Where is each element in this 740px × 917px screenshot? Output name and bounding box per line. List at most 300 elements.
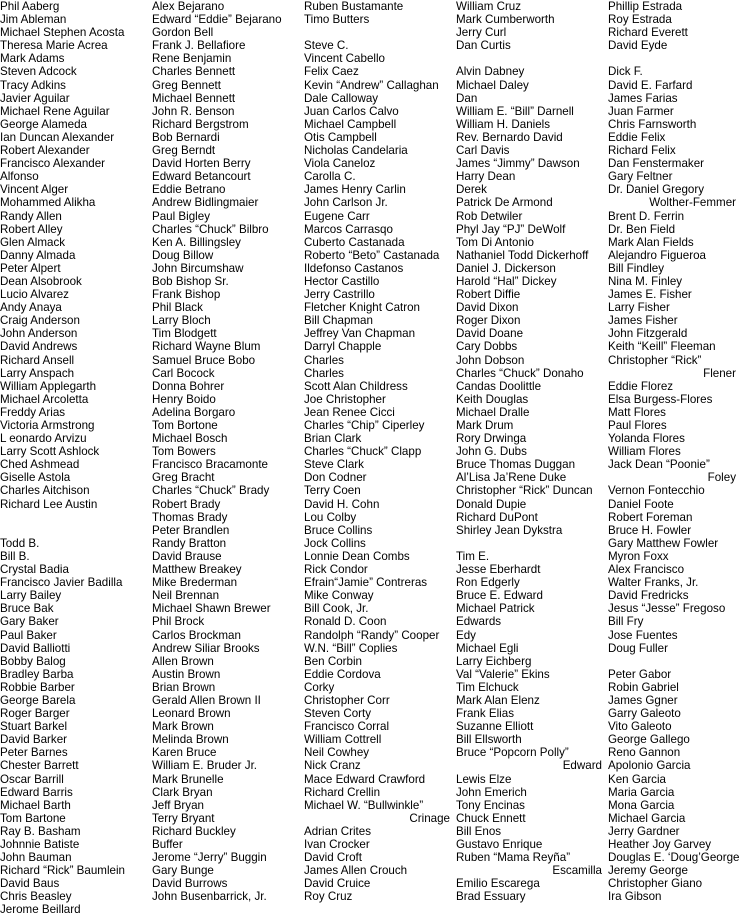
- name-entry: Crystal Badia: [0, 563, 69, 577]
- name-entry: Gary Bunge: [152, 864, 214, 878]
- name-entry: Michael Garcia: [608, 811, 686, 825]
- name-entry: Phil Black: [152, 301, 203, 315]
- name-entry: Carlos Brockman: [152, 628, 241, 642]
- name-entry: David Burrows: [152, 877, 228, 891]
- name-entry: Escamilla: [552, 864, 602, 878]
- name-entry: Randolph “Randy” Cooper: [304, 628, 440, 642]
- name-entry: Randy Bratton: [152, 536, 227, 550]
- name-entry: Michael Barth: [0, 798, 71, 812]
- name-entry: Brian Brown: [152, 680, 216, 694]
- name-entry: Steven Corty: [304, 707, 372, 721]
- name-entry: Lonnie Dean Combs: [304, 549, 410, 563]
- name-entry: Efrain“Jamie” Contreras: [304, 576, 428, 590]
- name-entry: Larry Bailey: [0, 589, 62, 603]
- name-entry: Mark Cumberworth: [456, 13, 555, 27]
- name-entry: James E. Fisher: [608, 288, 692, 302]
- name-entry: Stuart Barkel: [0, 720, 68, 734]
- name-entry: Donald Dupie: [456, 497, 527, 511]
- name-entry: Samuel Bruce Bobo: [152, 353, 256, 367]
- name-entry: Cary Dobbs: [456, 340, 518, 354]
- name-entry: Otis Campbell: [304, 130, 377, 144]
- name-entry: Dr. Ben Field: [608, 222, 676, 236]
- name-entry: Flener: [703, 366, 736, 380]
- name-entry: Mohammed Alikha: [0, 196, 96, 210]
- name-entry: Jesus “Jesse” Fregoso: [608, 602, 726, 616]
- name-entry: Wolther-Femmer: [649, 196, 736, 210]
- name-entry: Charles: [304, 353, 344, 367]
- name-entry: John Fitzgerald: [608, 327, 688, 341]
- name-entry: Paul Flores: [608, 419, 667, 432]
- name-entry: Roger Dixon: [456, 314, 521, 328]
- name-entry: Bill Fry: [608, 615, 644, 629]
- name-entry: Leonard Brown: [152, 707, 231, 721]
- name-entry: Andy Anaya: [0, 301, 62, 315]
- name-entry: Tim E.: [456, 549, 490, 563]
- name-entry: Don Codner: [304, 471, 367, 485]
- name-entry: Terry Coen: [304, 484, 361, 498]
- name-entry: William E. Bruder Jr.: [152, 759, 258, 773]
- name-entry: Richard Buckley: [152, 824, 236, 838]
- name-entry: Corky: [304, 680, 335, 694]
- name-column-3: [304, 0, 454, 903]
- name-entry: Nick Cranz: [304, 759, 361, 773]
- name-entry: Jeremy George: [608, 864, 688, 878]
- name-entry: Gary Matthew Fowler: [608, 536, 719, 550]
- name-entry: Ronald D. Coon: [304, 615, 387, 629]
- name-entry: Kevin “Andrew” Callaghan: [304, 78, 439, 92]
- name-entry: Michael Shawn Brewer: [152, 602, 271, 616]
- name-entry: William Flores: [608, 445, 681, 459]
- name-entry: Dick F.: [608, 65, 643, 79]
- name-entry: Harry Dean: [456, 170, 516, 184]
- name-entry: David Eyde: [608, 39, 668, 53]
- name-entry: Greg Berndt: [152, 144, 216, 158]
- name-entry: Jerome “Jerry” Buggin: [152, 851, 267, 865]
- name-entry: Andrew Bidlingmaier: [152, 196, 259, 210]
- name-entry: Francisco Corral: [304, 720, 390, 734]
- name-entry: Dan Curtis: [456, 39, 511, 53]
- name-entry: Paul Bigley: [152, 209, 211, 223]
- name-entry: Matt Flores: [608, 405, 666, 419]
- name-entry: Frank J. Bellafiore: [152, 39, 246, 53]
- name-entry: Vincent Cabello: [304, 52, 385, 66]
- name-entry: Danny Almada: [0, 248, 76, 262]
- name-entry: Scott Alan Childress: [304, 379, 408, 393]
- name-entry: Javier Aguilar: [0, 91, 70, 105]
- name-entry: Rick Condor: [304, 563, 368, 577]
- name-entry: Nathaniel Todd Dickerhoff: [456, 248, 589, 262]
- name-entry: Lucio Alvarez: [0, 288, 69, 302]
- name-entry: David Fredricks: [608, 589, 689, 603]
- name-entry: Chester Barrett: [0, 759, 79, 773]
- name-entry: Richard Felix: [608, 144, 676, 158]
- name-entry: Frank Elias: [456, 707, 514, 721]
- name-entry: Melinda Brown: [152, 733, 229, 747]
- name-entry: Edward: [562, 759, 602, 773]
- name-entry: Hector Castillo: [304, 274, 380, 288]
- name-entry: Francisco Alexander: [0, 157, 106, 171]
- name-entry: David Croft: [304, 851, 362, 865]
- name-entry: Mark Alan Fields: [608, 235, 694, 249]
- name-entry: Michael Rene Aguilar: [0, 104, 110, 118]
- name-entry: Peter Brandlen: [152, 523, 230, 537]
- name-entry: Roger Barger: [0, 707, 70, 721]
- name-entry: Myron Foxx: [608, 549, 669, 563]
- name-entry: Alex Francisco: [608, 563, 685, 577]
- name-entry: Lewis Elze: [456, 772, 512, 786]
- name-entry: Phillip Estrada: [608, 0, 683, 13]
- name-entry: Peter Gabor: [608, 667, 672, 681]
- name-entry: W.N. “Bill” Coplies: [304, 641, 398, 655]
- name-entry: Suzanne Elliott: [456, 720, 534, 734]
- name-entry: Carl Davis: [456, 144, 510, 158]
- name-entry: Robert Alley: [0, 222, 63, 236]
- name-entry: Bobby Balog: [0, 654, 66, 668]
- name-entry: Mark Brunelle: [152, 772, 224, 786]
- name-entry: Robin Gabriel: [608, 680, 679, 694]
- name-entry: William H. Daniels: [456, 117, 551, 131]
- name-entry: David H. Cohn: [304, 497, 380, 511]
- name-entry: Eugene Carr: [304, 209, 370, 223]
- name-entry: Robert Alexander: [0, 144, 90, 158]
- name-entry: Jerry Gardner: [608, 824, 680, 838]
- name-entry: Mark Drum: [456, 419, 514, 432]
- name-entry: Emilio Escarega: [456, 877, 540, 891]
- name-entry: Greg Bennett: [152, 78, 221, 92]
- name-entry: Richard Bergstrom: [152, 117, 249, 131]
- name-entry: Victoria Armstrong: [0, 419, 95, 432]
- name-entry: James Allen Crouch: [304, 864, 408, 878]
- name-entry: Heather Joy Garvey: [608, 838, 712, 851]
- name-entry: Joe Christopher: [304, 392, 386, 406]
- name-entry: Nina M. Finley: [608, 274, 683, 288]
- name-entry: Edward “Eddie” Bejarano: [152, 13, 282, 27]
- name-entry: Terry Bryant: [152, 811, 215, 825]
- name-entry: Daniel J. Dickerson: [456, 261, 556, 275]
- name-entry: Richard DuPont: [456, 510, 538, 524]
- name-entry: Eddie Florez: [608, 379, 674, 393]
- name-entry: Brad Essuary: [456, 890, 526, 904]
- name-entry: Lou Colby: [304, 510, 357, 524]
- name-entry: Mona Garcia: [608, 798, 675, 812]
- name-entry: Richard Wayne Blum: [152, 340, 261, 354]
- name-entry: Michael Stephen Acosta: [0, 26, 125, 40]
- name-entry: Charles “Chuck” Donaho: [456, 366, 584, 380]
- name-entry: Alvin Dabney: [456, 65, 525, 79]
- name-entry: Larry Eichberg: [456, 654, 532, 668]
- name-entry: Charles “Chip” Ciperley: [304, 419, 425, 432]
- name-entry: Vito Galeoto: [608, 720, 672, 734]
- name-entry: Keith “Keill” Fleeman: [608, 340, 716, 354]
- name-entry: James Henry Carlin: [304, 183, 406, 197]
- name-entry: Apolonio Garcia: [608, 759, 691, 773]
- name-entry: Ken A. Billingsley: [152, 235, 241, 249]
- name-entry: Christopher Giano: [608, 877, 703, 891]
- name-entry: Derek: [456, 183, 487, 197]
- name-entry: Bob Bernardi: [152, 130, 220, 144]
- blank-line: [608, 655, 740, 668]
- name-entry: Randy Allen: [0, 209, 62, 223]
- name-entry: Gustavo Enrique: [456, 838, 543, 851]
- name-entry: Roberto “Beto” Castanada: [304, 248, 440, 262]
- name-entry: Giselle Astola: [0, 471, 71, 485]
- name-entry: Edwards: [456, 615, 502, 629]
- name-entry: Matthew Breakey: [152, 563, 242, 577]
- name-entry: John G. Dubs: [456, 445, 527, 459]
- name-entry: Michael Patrick: [456, 602, 535, 616]
- name-entry: Jesse Eberhardt: [456, 563, 541, 577]
- name-entry: Charles “Chuck” Brady: [152, 484, 270, 498]
- name-entry: Todd B.: [0, 536, 40, 550]
- name-entry: James Ggner: [608, 693, 678, 707]
- name-entry: Charles Bennett: [152, 65, 236, 79]
- name-entry: Jerry Castrillo: [304, 288, 375, 302]
- name-entry: Michael W. “Bullwinkle”: [304, 798, 424, 812]
- name-entry: Jerry Curl: [456, 26, 507, 40]
- name-entry: Charles: [304, 366, 344, 380]
- name-entry: Dean Alsobrook: [0, 274, 82, 288]
- name-entry: Christopher Corr: [304, 693, 390, 707]
- name-entry: Viola Caneloz: [304, 157, 376, 171]
- name-entry: Karen Bruce: [152, 746, 217, 760]
- name-entry: Mark Brown: [152, 720, 214, 734]
- name-entry: Foley: [707, 471, 736, 485]
- name-entry: Vincent Alger: [0, 183, 69, 197]
- name-entry: Donna Bohrer: [152, 379, 225, 393]
- name-entry: Jim Ableman: [0, 13, 67, 27]
- name-entry: Nicholas Candelaria: [304, 144, 408, 158]
- name-entry: Peter Alpert: [0, 261, 61, 275]
- name-entry: Bradley Barba: [0, 667, 74, 681]
- name-entry: Chris Beasley: [0, 890, 72, 904]
- name-entry: Garry Galeoto: [608, 707, 681, 721]
- name-entry: Ian Duncan Alexander: [0, 130, 115, 144]
- name-entry: Mace Edward Crawford: [304, 772, 426, 786]
- name-entry: Doug Billow: [152, 248, 214, 262]
- name-entry: Jeffrey Van Chapman: [304, 327, 416, 341]
- name-entry: Juan Carlos Calvo: [304, 104, 399, 118]
- blank-line: [304, 26, 454, 39]
- name-entry: Peter Barnes: [0, 746, 68, 760]
- name-entry: William Cruz: [456, 0, 522, 13]
- name-entry: Val “Valerie” Ekins: [456, 667, 550, 681]
- name-entry: David Balliotti: [0, 641, 71, 655]
- name-entry: David Brause: [152, 549, 222, 563]
- name-entry: Andrew Siliar Brooks: [152, 641, 260, 655]
- name-entry: Rev. Bernardo David: [456, 130, 563, 144]
- name-entry: Phil Brock: [152, 615, 205, 629]
- name-entry: Jack Dean “Poonie”: [608, 458, 710, 472]
- name-entry: Bruce Collins: [304, 523, 373, 537]
- blank-line: [0, 524, 148, 537]
- name-column-2: [152, 0, 302, 903]
- name-entry: Allen Brown: [152, 654, 214, 668]
- name-entry: Chris Farnsworth: [608, 117, 697, 131]
- name-entry: Tim Elchuck: [456, 680, 519, 694]
- name-entry: Charles “Chuck” Bilbro: [152, 222, 269, 236]
- name-entry: Edy: [456, 628, 476, 642]
- blank-line: [456, 537, 606, 550]
- name-entry: William Applegarth: [0, 379, 97, 393]
- name-entry: Freddy Arias: [0, 405, 66, 419]
- name-entry: Reno Gannon: [608, 746, 681, 760]
- name-entry: Marcos Carrasqo: [304, 222, 393, 236]
- name-entry: George Gallego: [608, 733, 690, 747]
- name-entry: Darryl Chapple: [304, 340, 382, 354]
- name-entry: Jock Collins: [304, 536, 366, 550]
- name-entry: Gordon Bell: [152, 26, 214, 40]
- name-entry: Robert Diffie: [456, 288, 521, 302]
- name-entry: Edward Betancourt: [152, 170, 251, 184]
- name-entry: Christopher “Rick”: [608, 353, 702, 367]
- name-entry: Adrian Crites: [304, 824, 372, 838]
- name-entry: John Bauman: [0, 851, 72, 865]
- name-entry: George Barela: [0, 693, 76, 707]
- name-entry: George Alameda: [0, 117, 88, 131]
- name-entry: Phil Aaberg: [0, 0, 60, 13]
- name-entry: Tim Blodgett: [152, 327, 217, 341]
- name-entry: Dale Calloway: [304, 91, 379, 105]
- name-entry: Doug Fuller: [608, 641, 668, 655]
- name-entry: Alfonso: [0, 170, 39, 184]
- name-entry: Walter Franks, Jr.: [608, 576, 699, 590]
- name-entry: Francisco Javier Badilla: [0, 576, 123, 590]
- name-entry: Ched Ashmead: [0, 458, 80, 472]
- name-entry: Bruce H. Fowler: [608, 523, 692, 537]
- name-entry: Larry Scott Ashlock: [0, 445, 100, 459]
- name-entry: Timo Butters: [304, 13, 370, 27]
- name-entry: John Anderson: [0, 327, 78, 341]
- name-entry: Steven Adcock: [0, 65, 77, 79]
- name-entry: Juan Farmer: [608, 104, 674, 118]
- name-entry: Phyl Jay “PJ” DeWolf: [456, 222, 566, 236]
- name-entry: Gary Baker: [0, 615, 59, 629]
- name-entry: David Barker: [0, 733, 68, 747]
- name-entry: David Baus: [0, 877, 60, 891]
- name-entry: Edward Barris: [0, 785, 73, 799]
- name-entry: Ron Edgerly: [456, 576, 520, 590]
- name-entry: Tracy Adkins: [0, 78, 66, 92]
- name-entry: John Busenbarrick, Jr.: [152, 890, 267, 904]
- name-entry: Michael Arcoletta: [0, 392, 89, 406]
- name-entry: Cuberto Castanada: [304, 235, 405, 249]
- name-entry: Ben Corbin: [304, 654, 363, 668]
- name-entry: Steve C.: [304, 39, 349, 53]
- name-entry: Brian Clark: [304, 432, 362, 446]
- name-entry: Roy Estrada: [608, 13, 672, 27]
- blank-line: [456, 52, 606, 65]
- name-entry: Maria Garcia: [608, 785, 675, 799]
- name-entry: Ildefonso Castanos: [304, 261, 404, 275]
- name-entry: Jose Fuentes: [608, 628, 678, 642]
- name-entry: L eonardo Arvizu: [0, 432, 87, 446]
- name-entry: Paul Baker: [0, 628, 57, 642]
- name-entry: Robert Foreman: [608, 510, 693, 524]
- name-entry: William Cottrell: [304, 733, 382, 747]
- name-entry: Crinage: [409, 811, 450, 825]
- name-entry: Larry Anspach: [0, 366, 75, 380]
- name-entry: Gary Feltner: [608, 170, 673, 184]
- name-entry: Dan: [456, 91, 478, 105]
- name-entry: Robbie Barber: [0, 680, 75, 694]
- name-entry: Henry Boido: [152, 392, 216, 406]
- name-entry: Elsa Burgess-Flores: [608, 392, 713, 406]
- name-entry: Bruce E. Edward: [456, 589, 543, 603]
- name-entry: Ruben “Mama Reyña”: [456, 851, 571, 865]
- blank-line: [0, 511, 148, 524]
- name-entry: Alejandro Figueroa: [608, 248, 706, 262]
- name-entry: Eddie Felix: [608, 130, 666, 144]
- name-entry: Rob Detwiler: [456, 209, 523, 223]
- name-entry: Tom Bartone: [0, 811, 66, 825]
- name-entry: Roy Cruz: [304, 890, 353, 904]
- name-entry: Jeff Bryan: [152, 798, 204, 812]
- name-entry: Mark Alan Elenz: [456, 693, 540, 707]
- blank-line: [608, 52, 740, 65]
- name-entry: Richard Ansell: [0, 353, 75, 367]
- name-entry: David Horten Berry: [152, 157, 251, 171]
- name-entry: Michael Daley: [456, 78, 529, 92]
- name-entry: Buffer: [152, 838, 183, 851]
- name-entry: Oscar Barrill: [0, 772, 64, 786]
- name-entry: Ira Gibson: [608, 890, 662, 904]
- name-entry: Johnnie Batiste: [0, 838, 80, 851]
- name-entry: Bruce Bak: [0, 602, 54, 616]
- name-entry: Richard Lee Austin: [0, 497, 98, 511]
- name-entry: Thomas Brady: [152, 510, 228, 524]
- name-entry: Bruce “Popcorn Polly”: [456, 746, 569, 760]
- name-entry: Daniel Foote: [608, 497, 674, 511]
- name-entry: Greg Bracht: [152, 471, 215, 485]
- name-entry: Francisco Bracamonte: [152, 458, 268, 472]
- name-entry: Eddie Betrano: [152, 183, 226, 197]
- name-entry: Clark Bryan: [152, 785, 213, 799]
- name-entry: Glen Almack: [0, 235, 66, 249]
- name-entry: Richard “Rick” Baumlein: [0, 864, 125, 878]
- name-entry: David Andrews: [0, 340, 78, 354]
- name-entry: Frank Bishop: [152, 288, 221, 302]
- name-entry: Bob Bishop Sr.: [152, 274, 229, 288]
- name-entry: Jean Renee Cicci: [304, 405, 395, 419]
- name-column-5: [608, 0, 740, 903]
- name-entry: Christopher “Rick” Duncan: [456, 484, 593, 498]
- name-entry: Dan Fenstermaker: [608, 157, 705, 171]
- name-entry: Rene Benjamin: [152, 52, 232, 66]
- name-entry: Neil Brennan: [152, 589, 220, 603]
- name-entry: Carolla C.: [304, 170, 356, 184]
- name-entry: Patrick De Armond: [456, 196, 553, 210]
- name-entry: Steve Clark: [304, 458, 364, 472]
- name-entry: Douglas E. ‘Doug’George: [608, 851, 740, 865]
- name-entry: Tom Di Antonio: [456, 235, 534, 249]
- name-entry: Chuck Ennett: [456, 811, 526, 825]
- name-entry: John Dobson: [456, 353, 525, 367]
- name-entry: Mike Conway: [304, 589, 374, 603]
- name-entry: Michael Dralle: [456, 405, 530, 419]
- name-entry: Michael Bosch: [152, 432, 228, 446]
- name-entry: David Dixon: [456, 301, 519, 315]
- name-entry: Harold “Hal” Dickey: [456, 274, 557, 288]
- name-entry: William E. “Bill” Darnell: [456, 104, 574, 118]
- name-entry: David Doane: [456, 327, 524, 341]
- name-entry: Dr. Daniel Gregory: [608, 183, 705, 197]
- name-entry: Tom Bowers: [152, 445, 216, 459]
- name-entry: John Emerich: [456, 785, 527, 799]
- name-entry: Yolanda Flores: [608, 432, 685, 446]
- name-entry: Charles “Chuck” Clapp: [304, 445, 422, 459]
- name-entry: Al’Lisa Ja’Rene Duke: [456, 471, 567, 485]
- name-entry: Keith Douglas: [456, 392, 529, 406]
